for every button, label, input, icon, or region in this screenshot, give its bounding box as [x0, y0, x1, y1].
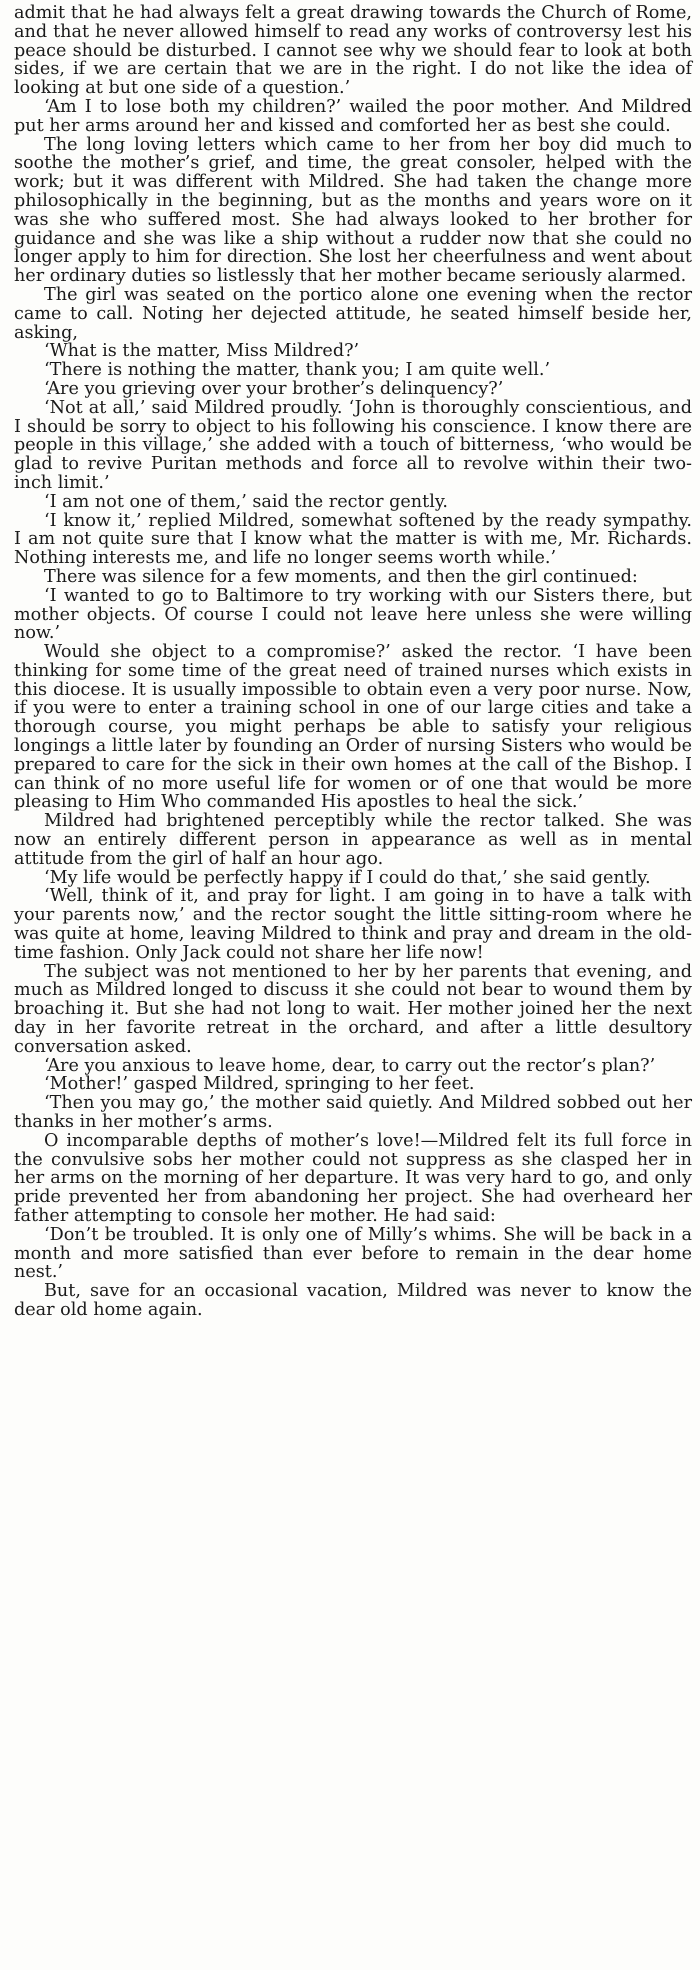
paragraph: The subject was not mentioned to her by her parents that evening, and much as Mildred longed to discuss it she could not bear to wound them by broaching it. But she had not long to wait. Her mother joined her the next day in her favorite retreat in the orchard, and after a little desultory conversation asked.	[14, 961, 692, 1057]
paragraph: O incomparable depths of mother’s love!—Mildred felt its full force in the convulsive sobs her mother could not suppress as she clasped her in her arms on the morning of her departure. It was very hard to go, and only pride prevented her from abandoning her project. She had overheard her father attempting to console her mother. He had said:	[14, 1130, 692, 1226]
paragraph: ‘Are you grieving over your brother’s delinquency?’	[44, 378, 504, 399]
paragraph: ‘Not at all,’ said Mildred proudly. ‘John is thoroughly conscientious, and I should be sorry to object to his following his conscience. I know there are people in this village,’ she added with a touch of bitterness, ‘who would be glad to revive Puritan methods and force all to revolve within their two-inch limit.’	[14, 397, 692, 493]
paragraph: ‘Don’t be troubled. It is only one of Milly’s whims. She will be back in a month and more satisfied than ever before to remain in the dear home nest.’	[14, 1224, 692, 1283]
paragraph: ‘Are you anxious to leave home, dear, to carry out the rector’s plan?’	[44, 1055, 656, 1076]
paragraph: ‘Mother!’ gasped Mildred, springing to her feet.	[44, 1074, 475, 1095]
paragraph: ‘My life would be perfectly happy if I could do that,’ she said gently.	[44, 867, 651, 888]
paragraph: admit that he had always felt a great drawing towards the Church of Rome, and that he never allowed himself to read any works of controversy lest his peace should be disturbed. I cannot see why we should fear to look at both sides, if we are certain that we are in the right. I do not like the idea of looking at but one side of a question.’	[14, 3, 692, 99]
paragraph: The girl was seated on the portico alone one evening when the rector came to call. Noting her dejected attitude, he seated himself beside her, asking,	[14, 284, 692, 343]
paragraph: ‘I know it,’ replied Mildred, somewhat softened by the ready sympathy. I am not quite sure that I know what the matter is with me, Mr. Richards. Nothing interests me, and life no longer seems worth while.’	[14, 510, 692, 569]
paragraph: Would she object to a compromise?’ asked the rector. ‘I have been thinking for some time of the great need of trained nurses which exists in this diocese. It is usually impossible to obtain even a very poor nurse. Now, if you were to enter a training school in one of our large cities and take a thorough course, you might perhaps be able to satisfy your religious longings a little later by founding an Order of nursing Sisters who would be prepared to care for the sick in their own homes at the call of the Bishop. I can think of no more useful life for women or of one that would be more pleasing to Him Who commanded His apostles to heal the sick.’	[14, 642, 692, 813]
paragraph: ‘Well, think of it, and pray for light. I am going in to have a talk with your parents now,’ and the rector sought the little sitting-room where he was quite at home, leaving Mildred to think and pray and dream in the old-time fashion. Only Jack could not share her life now!	[14, 886, 692, 963]
paragraph: The long loving letters which came to her from her boy did much to soothe the mother’s grief, and time, the great consoler, helped with the work; but it was different with Mildred. She had taken the change more philosophically in the beginning, but as the months and years wore on it was she who suffered most. She had always looked to her brother for guidance and she was like a ship without a rudder now that she could no longer apply to him for direction. She lost her cheerfulness and went about her ordinary duties so listlessly that her mother became seriously alarmed.	[14, 134, 692, 287]
paragraph: ‘I am not one of them,’ said the rector gently.	[44, 491, 449, 512]
paragraph: But, save for an occasional vacation, Mildred was never to know the dear old home again.	[14, 1281, 692, 1320]
paragraph: ‘What is the matter, Miss Mildred?’	[44, 341, 360, 362]
paragraph: ‘Then you may go,’ the mother said quietly. And Mildred sobbed out her thanks in her mother’s arms.	[14, 1093, 692, 1133]
paragraph: ‘Am I to lose both my children?’ wailed the poor mother. And Mildred put her arms around her and kissed and comforted her as best she could.	[14, 96, 692, 136]
paragraph: ‘I wanted to go to Baltimore to try working with our Sisters there, but mother objects. Of course I could not leave here unless she were willing now.’	[14, 585, 692, 644]
paragraph: There was silence for a few moments, and then the girl continued:	[44, 566, 638, 587]
paragraph: Mildred had brightened perceptibly while the rector talked. She was now an entirely different person in appearance as well as in mental attitude from the girl of half an hour ago.	[14, 811, 692, 869]
paragraph: ‘There is nothing the matter, thank you; I am quite well.’	[44, 360, 551, 381]
